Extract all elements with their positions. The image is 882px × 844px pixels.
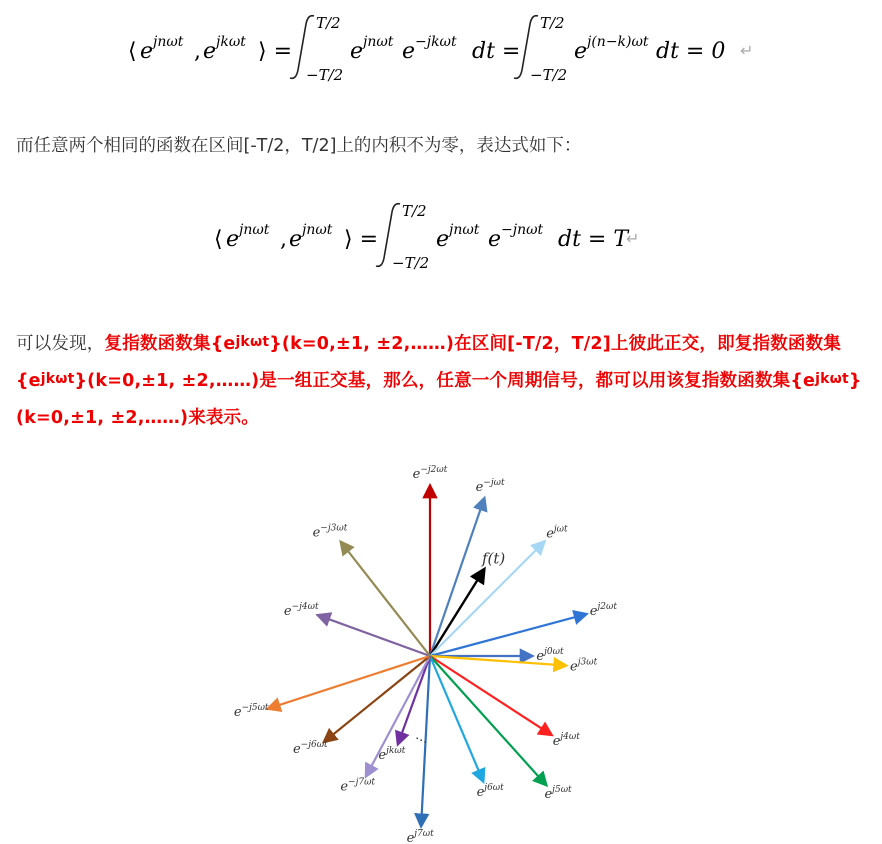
paragraph-inner-product: 而任意两个相同的函数在区间[-T/2，T/2]上的内积不为零，表达式如下： [16, 136, 582, 156]
label-e^{jωt}: $e^{j\omega t}$ [546, 524, 568, 542]
label-e^{-j4ωt}: $e^{-j4\omega t}$ [283, 602, 319, 620]
para2-r1b: }(k=0,±1, ±2,……)在区间[-T/2，T/2]上彼此正交，即复指数函数集{e [16, 334, 842, 391]
eq1-int2-t-sup: j(n−k)ωt [587, 34, 649, 50]
label-e^{-j7ωt}: $e^{-j7\omega t}$ [340, 777, 376, 795]
para2-highlight [16, 334, 862, 428]
equation-orthogonal [128, 4, 778, 88]
vector-e^{j3ωt} [430, 656, 566, 665]
label-e^{-j6ωt}: $e^{-j6\omega t}$ [292, 740, 328, 758]
eq1-lhs-b-sup: jkωt [216, 34, 246, 50]
para2-r3b: }(k=0,±1, ±2,……)来表示。 [16, 371, 862, 428]
label-e^{j7ωt}: $e^{j7\omega t}$ [406, 828, 434, 844]
vector-e^{-jωt} [430, 498, 484, 656]
label-e^{-j3ωt}: $e^{-j3\omega t}$ [312, 523, 348, 541]
eq1-int1-t1-base: e [350, 39, 364, 64]
para2-r2b: }(k=0,±1, ±2,……)是一组正交基，那么，任意一个周期信号，都可以用该复指数函数集{e [74, 371, 816, 391]
eq1-lhs-a-base: e [140, 39, 154, 64]
ellipsis-mark: … [413, 728, 432, 748]
label-e^{-j2ωt}: $e^{-j2\omega t}$ [412, 465, 448, 482]
vector-diagram [233, 465, 617, 844]
eq2-int-lower: −T/2 [392, 254, 430, 272]
eq1-open: ⟨ [128, 39, 137, 64]
equation-orthogonal-svg [128, 4, 778, 88]
eq1-int1-t2-sup: −jkωt [415, 34, 457, 50]
eq2-return-mark: ↵ [626, 229, 640, 248]
label-e^{-j5ωt}: $e^{-j5\omega t}$ [233, 703, 269, 721]
eq2-open: ⟨ [214, 227, 223, 252]
eq2-lhs-b-sup: jnωt [302, 222, 333, 238]
para2-r2sup: jkωt [40, 371, 75, 387]
eq2-close-eq: ⟩ = [344, 227, 379, 252]
eq2-lhs-a-base: e [226, 227, 240, 252]
eq2-lhs-a-sup: jnωt [239, 222, 270, 238]
para2-r1a: 复指数函数集{e [104, 334, 236, 354]
eq1-int1-t1-sup: jnωt [363, 34, 394, 50]
label-e^{j5ωt}: $e^{j5\omega t}$ [544, 784, 572, 802]
eq1-int1-dt: dt = [472, 39, 521, 64]
para2-intro: 可以发现， [16, 334, 105, 354]
equation-norm-svg [214, 198, 674, 282]
eq2-t2-sup: −jnωt [501, 222, 544, 238]
eq1-int1-upper: T/2 [316, 14, 341, 32]
eq1-rhs: dt = 0 [656, 39, 726, 64]
label-e^{j3ωt}: $e^{j3\omega t}$ [570, 657, 598, 675]
eq1-close-eq: ⟩ = [258, 39, 293, 64]
eq2-rhs: dt = T [558, 227, 629, 252]
eq2-t1-base: e [436, 227, 450, 252]
label-e^{j0ωt}: $e^{j0\omega t}$ [536, 647, 564, 664]
label-e^{j6ωt}: $e^{j6\omega t}$ [476, 783, 504, 801]
eq2-int-upper: T/2 [402, 202, 427, 220]
para2-r1sup: jkωt [235, 334, 270, 350]
eq1-int1-lower: −T/2 [306, 66, 344, 84]
eq1-lhs-a-sup: jnωt [153, 34, 184, 50]
vector-e^{j6ωt} [430, 656, 483, 781]
eq1-int2-t-base: e [574, 39, 588, 64]
eq1-lhs-b-base: e [203, 39, 217, 64]
para2-r3sup: jkωt [815, 371, 849, 387]
label-e^{j2ωt}: $e^{j2\omega t}$ [589, 602, 617, 620]
label-e^{-jωt}: $e^{-j\omega t}$ [475, 478, 505, 496]
vector-diagram-svg [233, 465, 617, 844]
label-f(t): f(t) [481, 549, 506, 568]
label-e^{j4ωt}: $e^{j4\omega t}$ [552, 732, 580, 750]
eq2-lhs-b-base: e [289, 227, 303, 252]
eq1-return-mark: ↵ [740, 41, 754, 60]
eq1-comma: , [194, 39, 201, 64]
equation-norm [214, 198, 674, 282]
eq1-int2-upper: T/2 [540, 14, 565, 32]
eq1-int2-lower: −T/2 [530, 66, 568, 84]
eq2-t1-sup: jnωt [449, 222, 480, 238]
eq1-int1-t2-base: e [402, 39, 416, 64]
eq2-t2-base: e [488, 227, 502, 252]
paragraph-orthogonal-basis [16, 326, 876, 437]
label-e^{jkωt}: $e^{jk\omega t}$ [378, 746, 406, 764]
eq2-comma: , [280, 227, 287, 252]
